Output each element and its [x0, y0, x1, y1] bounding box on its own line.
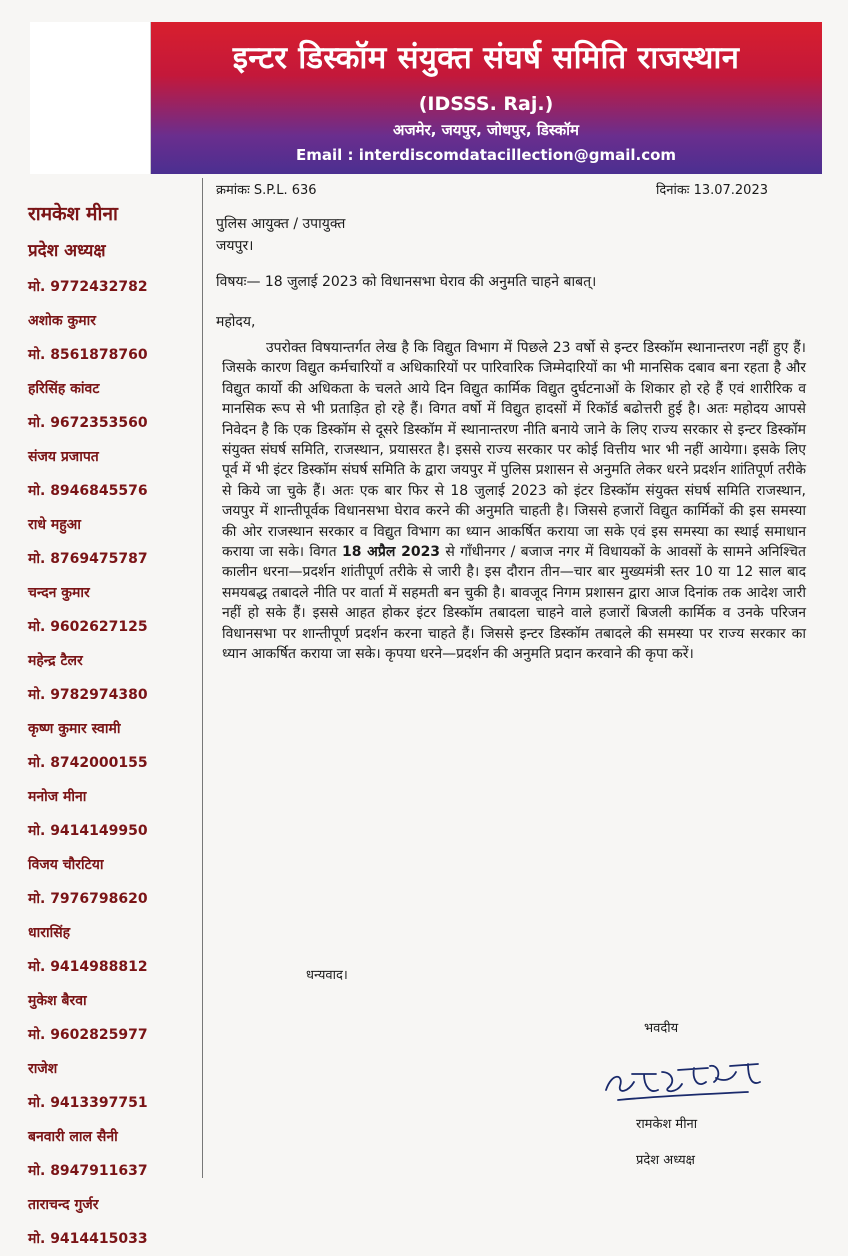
member-name: संजय प्रजापत — [28, 449, 99, 465]
member-name: महेन्द्र टैलर — [28, 653, 83, 669]
member-name: अशोक कुमार — [28, 313, 96, 329]
president-name: रामकेश मीना — [28, 203, 118, 225]
member-phone: मो. 8947911637 — [28, 1163, 148, 1179]
member-phone: मो. 8561878760 — [28, 347, 148, 363]
member-phone: मो. 9672353560 — [28, 415, 148, 431]
member-name: हरिसिंह कांवट — [28, 381, 100, 397]
letter-date: दिनांकः 13.07.2023 — [655, 183, 768, 198]
member-phone: मो. 9602627125 — [28, 619, 148, 635]
organization-cities: अजमेर, जयपुर, जोधपुर, डिस्कॉम — [393, 121, 579, 139]
member-phone: मो. 8742000155 — [28, 755, 148, 771]
member-name: राजेश — [28, 1061, 58, 1077]
member-phone: मो. 9414988812 — [28, 959, 148, 975]
member-phone: मो. 8769475787 — [28, 551, 148, 567]
body-text-part-1: उपरोक्त विषयान्तर्गत लेख है कि विद्युत विभाग में पिछले 23 वर्षो से इन्टर डिस्कॉम स्थानान्तरण नहीं हुए हैं। जिसके कारण विद्युत कर्मचारियों व अधिकारियों पर पारिवारिक जिम्मेदारियों का भी मानसिक दबाव बना रहता है और विद्युत कार्यो की अधिकता के चलते आये दिन विद्युत कार्मिक विद्युत दुर्घटनाओं के शिकार हो रहे हैं एवं शारीरिक व मानसिक रूप से भी प्रताड़ित हो रहे हैं। विगत वर्षो में विद्युत हादसों में रिकॉर्ड बढोत्तरी हुई है। अतः महोदय आपसे निवेदन है कि एक डिस्कॉम से दूसरे डिस्कॉम में स्थानान्तरण नीति बनाये जाने के लिए राज्य सरकार से इन्टर डिस्कॉम संयुक्त संघर्ष समिति, राजस्थान, प्रयासरत है। इससे राज्य सरकार पर कोई वित्तीय भार भी नहीं आयेगा। इसके लिए पूर्व में भी इंटर डिस्कॉम संघर्ष समिति के द्वारा जयपुर में पुलिस प्रशासन से अनुमति लेकर धरने प्रदर्शन शांतिपूर्ण तरीके से किये जा चुके हैं। अतः एक बार फिर से 18 जुलाई 2023 को इंटर डिस्कॉम संयुक्त संघर्ष समिति राजस्थान, जयपुर में शान्तीपूर्वक विधानसभा घेराव करने की अनुमति चाहती है। जिससे हजारों विद्युत कार्मिकों की इस समस्या की ओर राजस्थान सरकार व विद्युत विभाग का ध्यान आकर्षित कराया जा सके एवं इस समस्या का स्थाई समाधान कराया जा सके। विगत — [222, 340, 806, 561]
member-phone: मो. 9413397751 — [28, 1095, 148, 1111]
signer-name: रामकेश मीना — [636, 1117, 698, 1132]
reference-number: क्रमांकः S.P.L. 636 — [216, 183, 317, 198]
closing-line: भवदीय — [644, 1021, 679, 1036]
organization-abbreviation: (IDSSS. Raj.) — [418, 93, 554, 115]
addressee — [216, 213, 345, 257]
member-phone: मो. 9414149950 — [28, 823, 148, 839]
letter-body — [222, 338, 806, 665]
member-list — [28, 270, 200, 1256]
member-name: मुकेश बैरवा — [28, 993, 87, 1009]
member-phone: मो. 7976798620 — [28, 891, 148, 907]
member-name: बनवारी लाल सैनी — [28, 1129, 118, 1145]
member-phone: मो. 8946845576 — [28, 483, 148, 499]
body-text-bold-date: 18 अप्रैल 2023 — [341, 544, 441, 561]
letter-subject: विषयः— 18 जुलाई 2023 को विधानसभा घेराव की अनुमति चाहने बाबत्। — [216, 274, 597, 290]
signer-designation: प्रदेश अध्यक्ष — [636, 1153, 695, 1168]
handwritten-signature — [598, 1052, 768, 1108]
salutation: महोदय, — [216, 314, 256, 330]
member-name: राधे महुआ — [28, 517, 81, 533]
addressee-designation: पुलिस आयुक्त / उपायुक्त — [216, 216, 346, 232]
member-name: विजय चौरटिया — [28, 857, 104, 873]
thanks-line: धन्यवाद। — [306, 968, 348, 983]
member-name: धारासिंह — [28, 925, 71, 941]
member-phone: मो. 9602825977 — [28, 1027, 148, 1043]
member-name: चन्दन कुमार — [28, 585, 90, 601]
member-phone: मो. 9772432782 — [28, 279, 148, 295]
member-phone: मो. 9414415033 — [28, 1231, 148, 1247]
logo-area — [30, 22, 151, 174]
member-phone: मो. 9782974380 — [28, 687, 148, 703]
member-name: ताराचन्द गुर्जर — [28, 1197, 99, 1213]
member-name: मनोज मीना — [28, 789, 87, 805]
organization-title: इन्टर डिस्कॉम संयुक्त संघर्ष समिति राजस्थान — [232, 40, 740, 76]
body-text-part-2: से गाँधीनगर / बजाज नगर में विधायकों के आवसों के सामने अनिश्चित कालीन धरना—प्रदर्शन शांतीपूर्ण तरीके से जारी है। इस दौरान तीन—चार बार मुख्यमंत्री स्तर 10 या 12 साल बाद समयबद्ध तबादले नीति पर वार्ता में सहमती बन चुकी है। बावजूद निगम प्रशासन द्वारा आज दिनांक तक आदेश जारी नहीं हो सके हैं। इससे आहत होकर इंटर डिस्कॉम तबादला चाहने वाले हजारों बिजली कार्मिक व उनके परिजन विधानसभा पर शान्तीपूर्ण प्रदर्शन करना चाहते हैं। जिससे इन्टर डिस्कॉम तबादले की समस्या पर राज्य सरकार का ध्यान आकर्षित कराया जा सके। कृपया धरने—प्रदर्शन की अनुमति प्रदान करवाने की कृपा करें। — [222, 544, 806, 663]
organization-email: Email : interdiscomdatacillection@gmail.com — [295, 146, 677, 164]
addressee-city: जयपुर। — [216, 238, 254, 254]
member-name: कृष्ण कुमार स्वामी — [28, 721, 121, 737]
president-designation: प्रदेश अध्यक्ष — [28, 241, 106, 261]
